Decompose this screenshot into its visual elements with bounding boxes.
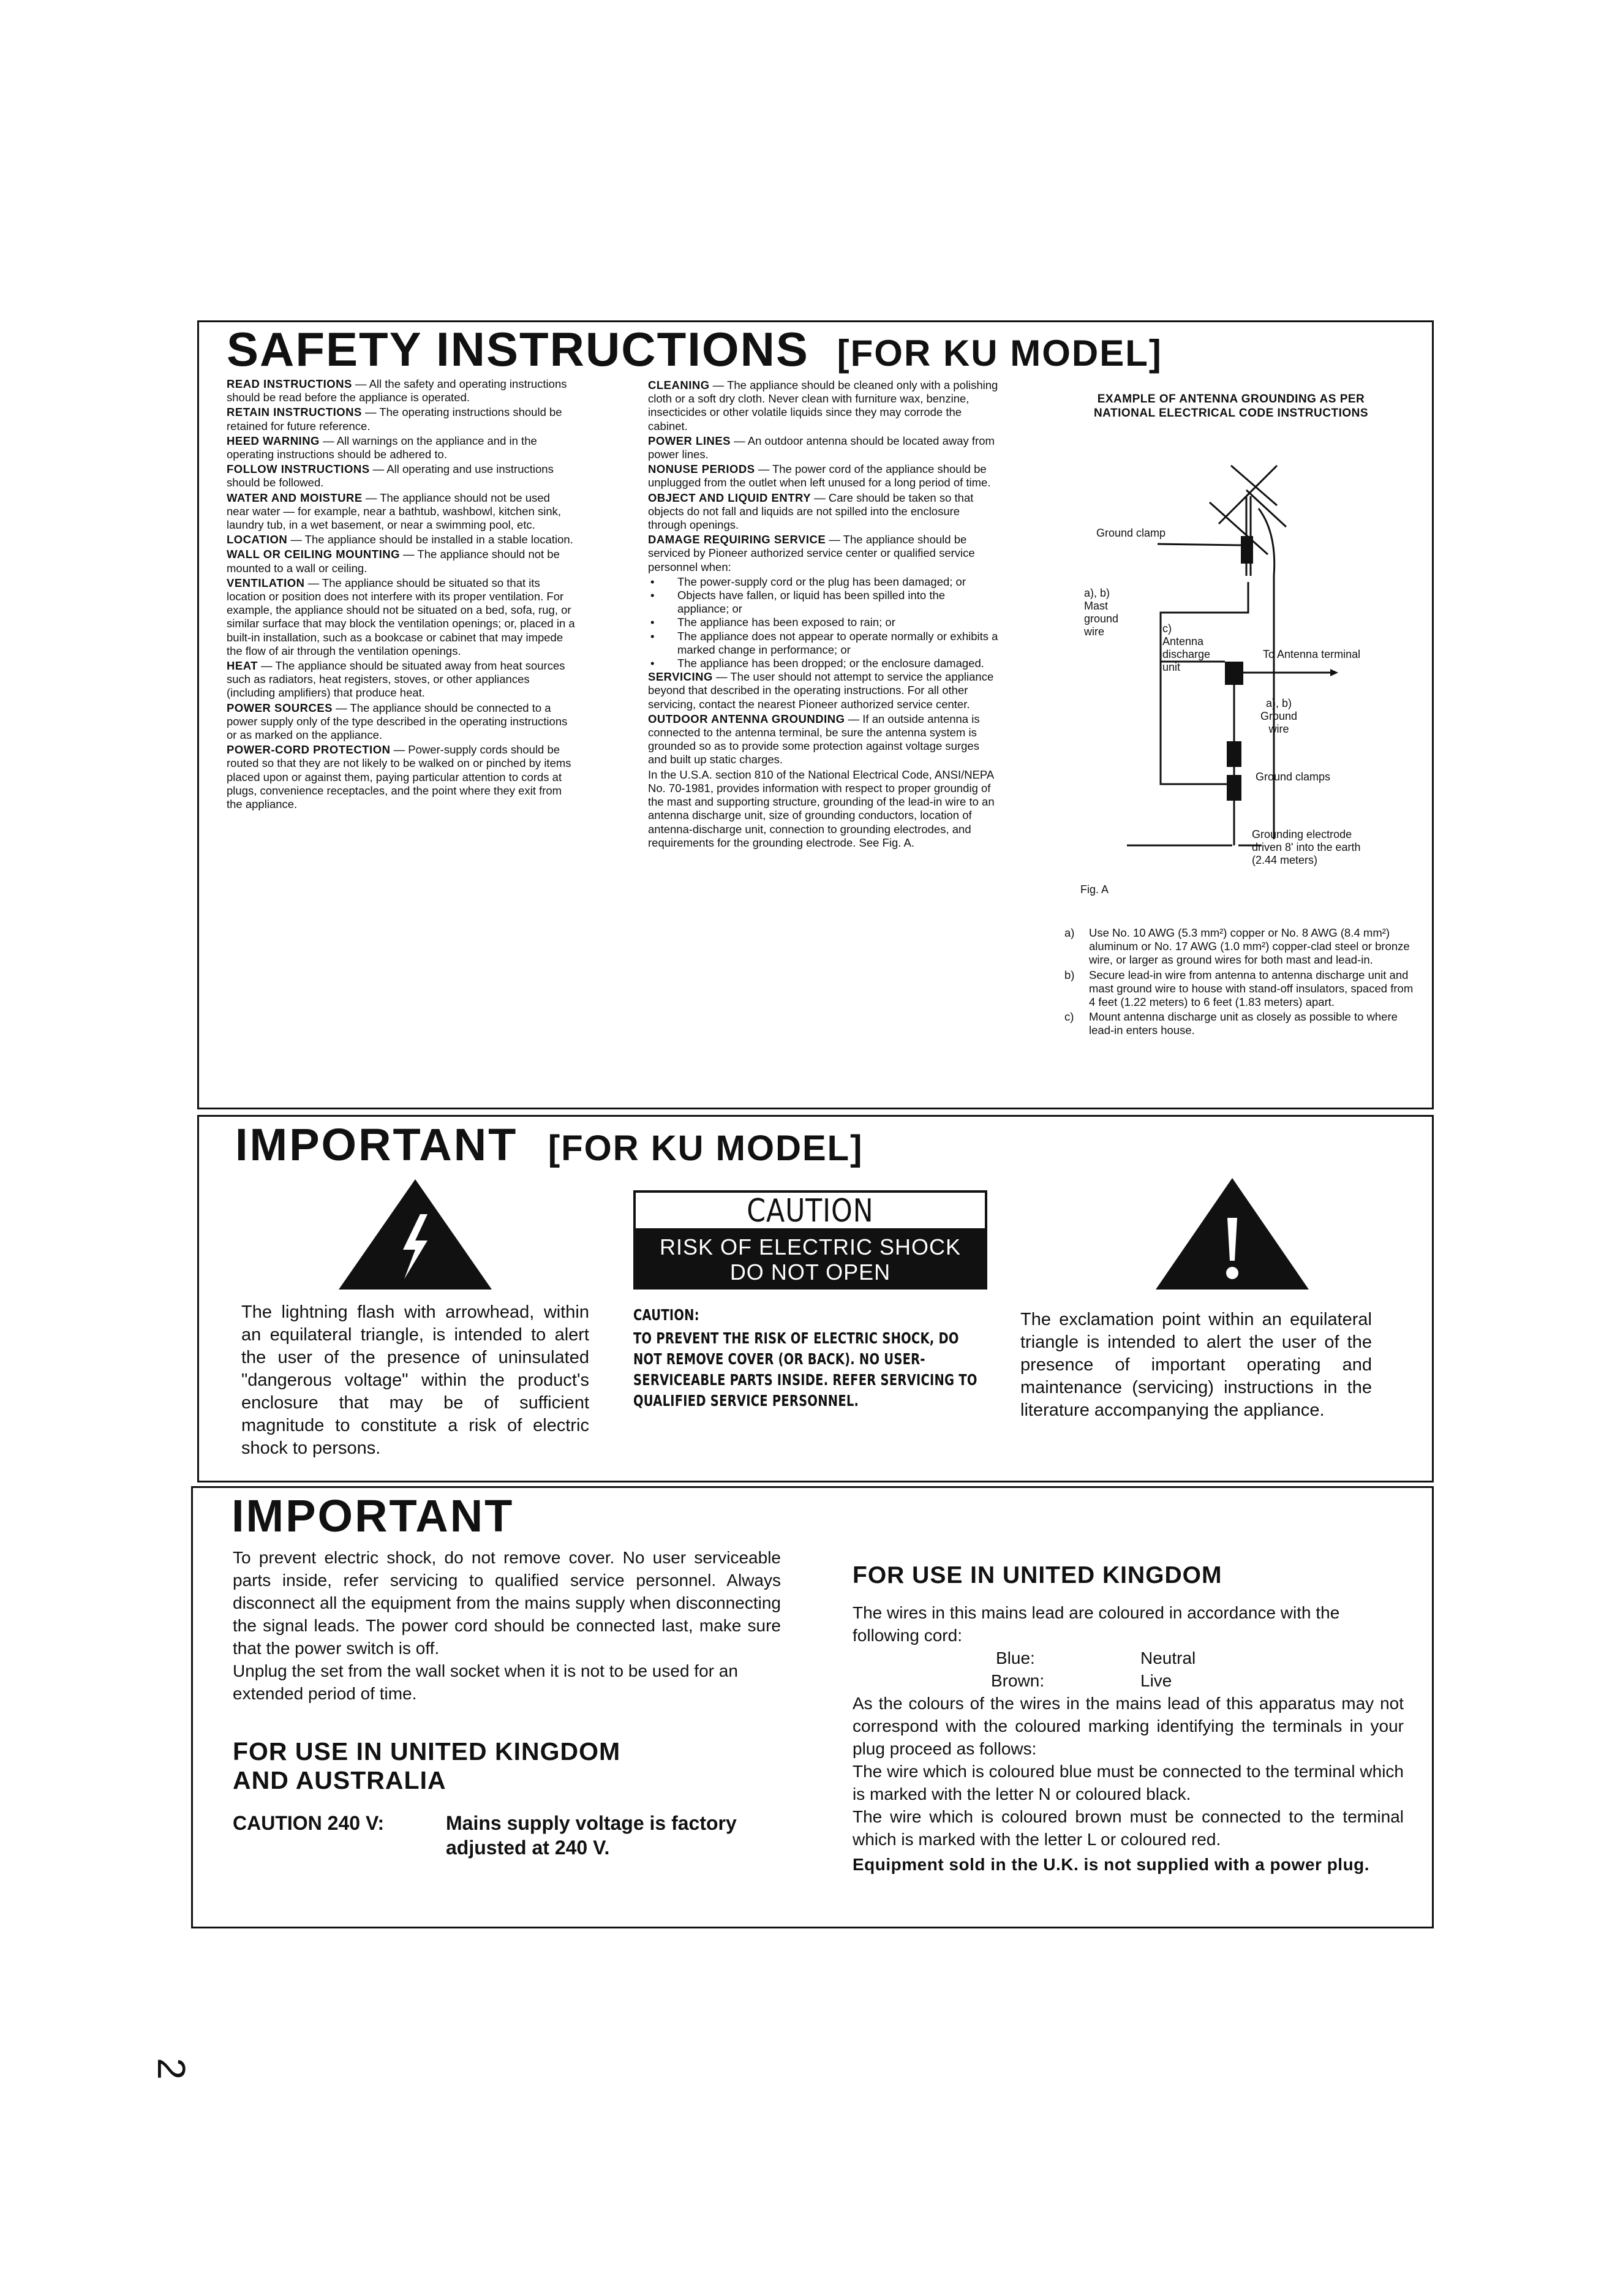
safety-item [227,659,576,700]
safety-item-heading: SERVICING [648,670,713,684]
safety-item-text: — The appliance should be cleaned only with a polishing cloth or a soft dry cloth. Never clean with furniture wax, benzine, insecticides or other volatile liquids since they may corrode the cabinet. [648,379,998,432]
safety-item-heading: WALL OR CEILING MOUNTING [227,548,400,561]
safety-item-text: — Care should be taken so that objects do not fall and liquids are not spilled into the enclosure through openings. [648,491,974,532]
safety-item-heading: RETAIN INSTRUCTIONS [227,406,362,419]
risk-line-1: RISK OF ELECTRIC SHOCK [659,1234,962,1259]
lightning-warning-triangle-icon [336,1176,495,1293]
ground-clamp-block [1241,536,1253,564]
caution-heading: CAUTION: [633,1306,699,1324]
safety-column-2 [648,379,998,851]
safety-item-heading: OBJECT AND LIQUID ENTRY [648,491,812,504]
neutral-value: Neutral [1140,1648,1196,1667]
figure-label: Fig. A [1080,883,1109,896]
uk-paragraph-2: The wire which is coloured blue must be connected to the terminal which is marked with the letter N or coloured black. [853,1762,1404,1803]
figure-note-text: Secure lead-in wire from antenna to antenna discharge unit and mast ground wire to house with stand-off insulators, spaced from 4 feet (1.22 meters) to 6 feet (1.83 meters) apart. [1089,968,1414,1009]
figure-title: EXAMPLE OF ANTENNA GROUNDING AS PER NATIONAL ELECTRICAL CODE INSTRUCTIONS [1093,393,1369,420]
uk-paragraph-1: As the colours of the wires in the mains lead of this apparatus may not correspond with the coloured marking identifying the terminals in your plug proceed as follows: [853,1694,1404,1758]
safety-item [227,406,576,432]
service-condition-bullet: • The appliance does not appear to operate normally or exhibits a marked change in performance; or [648,630,998,657]
safety-item [227,701,576,742]
figure-note-label: a) [1064,926,1075,939]
brown-label: Brown: [991,1671,1045,1690]
important-ku-subtitle: [FOR KU MODEL] [548,1128,864,1168]
safety-title-main: SAFETY INSTRUCTIONS [227,322,809,376]
safety-item [227,576,576,658]
safety-title [227,322,1162,377]
safety-item [227,743,576,811]
safety-item-text: — The appliance should be connected to a power supply only of the type described in the operating instructions or as marked on the appliance. [227,701,568,742]
safety-item-text: — The appliance should be situated away from heat sources such as radiators, heat registers, stoves, or other appliances (including amplifiers) that produce heat. [227,659,565,700]
safety-item-text: — All warnings on the appliance and in the operating instructions should be adhered to. [227,434,537,461]
figure-note [1064,926,1414,967]
safety-item-heading: POWER SOURCES [227,701,333,714]
safety-item [227,548,576,575]
safety-item-heading: READ INSTRUCTIONS [227,377,352,390]
caution-body: TO PREVENT THE RISK OF ELECTRIC SHOCK, DO NOT REMOVE COVER (OR BACK). NO USER-SERVICEABLE PARTS INSIDE. REFER SERVICING TO QUALIFIED SERVICE PERSONNEL. [633,1329,977,1410]
ground-clamp-block [1227,775,1241,801]
safety-item-text: — All operating and use instructions should be followed. [227,463,554,489]
live-value: Live [1140,1671,1172,1690]
safety-item-heading: OUTDOOR ANTENNA GROUNDING [648,712,845,725]
safety-item-heading: POWER LINES [648,434,731,447]
service-condition-bullet: • Objects have fallen, or liquid has been spilled into the appliance; or [648,589,998,616]
safety-item [648,712,998,767]
uk-heading: FOR USE IN UNITED KINGDOM [853,1562,1222,1588]
uk-australia-heading [233,1737,620,1795]
safety-item-heading: VENTILATION [227,576,305,589]
safety-item-text: — The user should not attempt to service the appliance beyond that described in the operating instructions. For all other servicing, contact the nearest Pioneer authorized service center. [648,670,994,711]
page-number: 2 [149,2058,194,2080]
ground-clamp-label: Ground clamp [1096,527,1166,539]
ground-clamps-label: Ground clamps [1256,771,1331,783]
to-antenna-terminal-label: To Antenna terminal [1263,648,1361,660]
uk-intro: The wires in this mains lead are coloured in accordance with the following cord: [853,1603,1340,1645]
safety-subtitle: [FOR KU MODEL] [837,333,1162,374]
service-condition-bullet: • The power-supply cord or the plug has been damaged; or [648,575,998,589]
grounding-electrode-label: Grounding electrode driven 8' into the earth (2.44 meters) [1252,828,1361,866]
safety-item-heading: LOCATION [227,533,288,546]
safety-item-text: — All the safety and operating instructions should be read before the appliance is operated. [227,377,567,404]
safety-column-1 [227,377,576,812]
important-uk-intro [233,1546,781,1705]
safety-item-text: — The appliance should not be mounted to a wall or ceiling. [227,548,560,575]
exclamation-explanation: The exclamation point within an equilateral triangle is intended to alert the user of the presence of important operating and maintenance (servicing) instructions in the literature accompanying the appliance. [1020,1310,1372,1420]
uk-australia-heading-line1: FOR USE IN UNITED KINGDOM [233,1737,621,1765]
safety-item-text: — An outdoor antenna should be located away from power lines. [648,434,995,461]
safety-item-text: — The appliance should not be used near water — for example, near a bathtub, washbowl, kitchen sink, laundry tub, in a wet basement, or near a swimming pool, etc. [227,491,562,532]
safety-item-text: — The appliance should be situated so that its location or position does not interfere with its proper ventilation. For example, the appliance should not be situated on a bed, sofa, rug, or similar surface that may block the ventilation openings; or, placed in a built-in installation, such as a bookcase or cabinet that may impede the flow of air through the ventilation openings. [227,576,575,657]
figure-note-text: Mount antenna discharge unit as closely as possible to where lead-in enters house. [1089,1010,1398,1037]
lead-in-wire [1259,508,1275,839]
safety-item-text: — Power-supply cords should be routed so that they are not likely to be walked on or pinched by items placed upon or against them, paying particular attention to cords at plugs, convenience receptacles, and the point where they exit from the appliance. [227,743,571,811]
mast-ground-wire-label: a), b) Mast ground wire [1084,587,1119,638]
exclamation-warning-triangle-icon [1153,1175,1312,1293]
lightning-explanation: The lightning flash with arrowhead, within an equilateral triangle, is intended to alert the user of the presence of uninsulated "dangerous voltage" within the product's enclosure that may be of sufficient magnitude to constitute a risk of electric shock to persons. [241,1302,589,1458]
caution-240v-text: Mains supply voltage is factory adjusted at 240 V. [446,1812,737,1859]
uk-australia-heading-line2: AND AUSTRALIA [233,1766,446,1794]
safety-item [227,463,576,489]
safety-item [227,533,576,546]
safety-item [648,768,998,850]
figure-note [1064,969,1414,1010]
risk-line-2: DO NOT OPEN [729,1259,891,1285]
safety-item [648,434,998,461]
important-ku-title [235,1119,863,1171]
figure-note [1064,1010,1414,1037]
arrowhead [1330,669,1338,676]
ground-wire-label: a), b) Ground wire [1260,697,1298,735]
figure-note-label: c) [1064,1010,1074,1024]
ground-clamp-leader [1158,544,1241,545]
safety-item-text: — If an outside antenna is connected to the antenna terminal, be sure the antenna system is grounded so as to provide some protection against voltage surges and built up static charges. [648,712,980,766]
important-ku-title-main: IMPORTANT [235,1119,518,1170]
safety-item-text: In the U.S.A. section 810 of the National Electrical Code, ANSI/NEPA No. 70-1981, provides information with respect to proper groundig of the mast and supporting structure, grounding of the lead-in wire to an antenna discharge unit, size of grounding conductors, location of antenna-discharge unit, connection to grounding electrodes, and requirements for the grounding electrode. See Fig. A. [648,768,995,849]
safety-item [648,463,998,489]
antenna-element [1219,466,1277,524]
safety-item-heading: HEAT [227,659,258,673]
safety-item-heading: CLEANING [648,379,710,391]
unplug-notice: Unplug the set from the wall socket when it is not to be used for an extended period of time. [233,1661,738,1703]
caution-label-text: CAUTION [747,1193,874,1229]
safety-item [227,491,576,532]
important-uk-title: IMPORTANT [232,1490,514,1541]
ground-clamp-block [1227,741,1241,767]
blue-label: Blue: [996,1648,1035,1667]
safety-item-text: — The operating instructions should be retained for future reference. [227,406,562,432]
safety-item-heading: FOLLOW INSTRUCTIONS [227,463,370,476]
safety-item [648,670,998,711]
safety-item-text: — The appliance should be installed in a stable location. [287,533,573,546]
antenna-grounding-diagram [1066,453,1433,882]
safety-item-text: — The power cord of the appliance should be unplugged from the outlet when left unused for a long period of time. [648,463,991,489]
antenna-discharge-label: c) Antenna discharge unit [1162,622,1211,673]
electric-shock-warning: To prevent electric shock, do not remove cover. No user serviceable parts inside, refer servicing to qualified service personnel. Always disconnect all the equipment from the mains supply when disconnecting the signal leads. The power cord should be connected last, make sure that the power switch is off. [233,1548,781,1658]
safety-item-heading: WATER AND MOISTURE [227,491,363,504]
safety-item [227,377,576,404]
caution-240v-label: CAUTION 240 V: [233,1812,385,1834]
uk-plug-note: Equipment sold in the U.K. is not supplied with a power plug. [853,1855,1370,1874]
figure-note-text: Use No. 10 AWG (5.3 mm²) copper or No. 8 AWG (8.4 mm²) aluminum or No. 17 AWG (1.0 mm²) copper-clad steel or bronze wire, or larger as ground wires for both mast and lead-in. [1089,926,1410,967]
safety-item-heading: POWER-CORD PROTECTION [227,743,391,757]
safety-item [648,533,998,574]
safety-item [648,491,998,532]
caution-label-box [633,1190,987,1231]
antenna-discharge-unit [1225,662,1243,685]
figure-note-label: b) [1064,968,1075,981]
uk-paragraph-3: The wire which is coloured brown must be connected to the terminal which is marked with the letter L or coloured red. [853,1807,1404,1849]
uk-wiring-section [853,1601,1404,1876]
safety-item-heading: HEED WARNING [227,434,320,447]
service-condition-bullet: • The appliance has been dropped; or the enclosure damaged. [648,657,998,670]
wire-colour-table [853,1647,1404,1692]
safety-item [227,434,576,461]
safety-item-heading: NONUSE PERIODS [648,463,755,476]
figure-notes [1064,926,1414,1039]
safety-item-text: — The appliance should be serviced by Pioneer authorized service center or qualified service personnel when: [648,533,975,573]
service-condition-bullet: • The appliance has been exposed to rain; or [648,616,998,629]
safety-item-heading: DAMAGE REQUIRING SERVICE [648,533,826,546]
risk-of-electric-shock-banner [633,1231,987,1290]
safety-item [648,379,998,433]
